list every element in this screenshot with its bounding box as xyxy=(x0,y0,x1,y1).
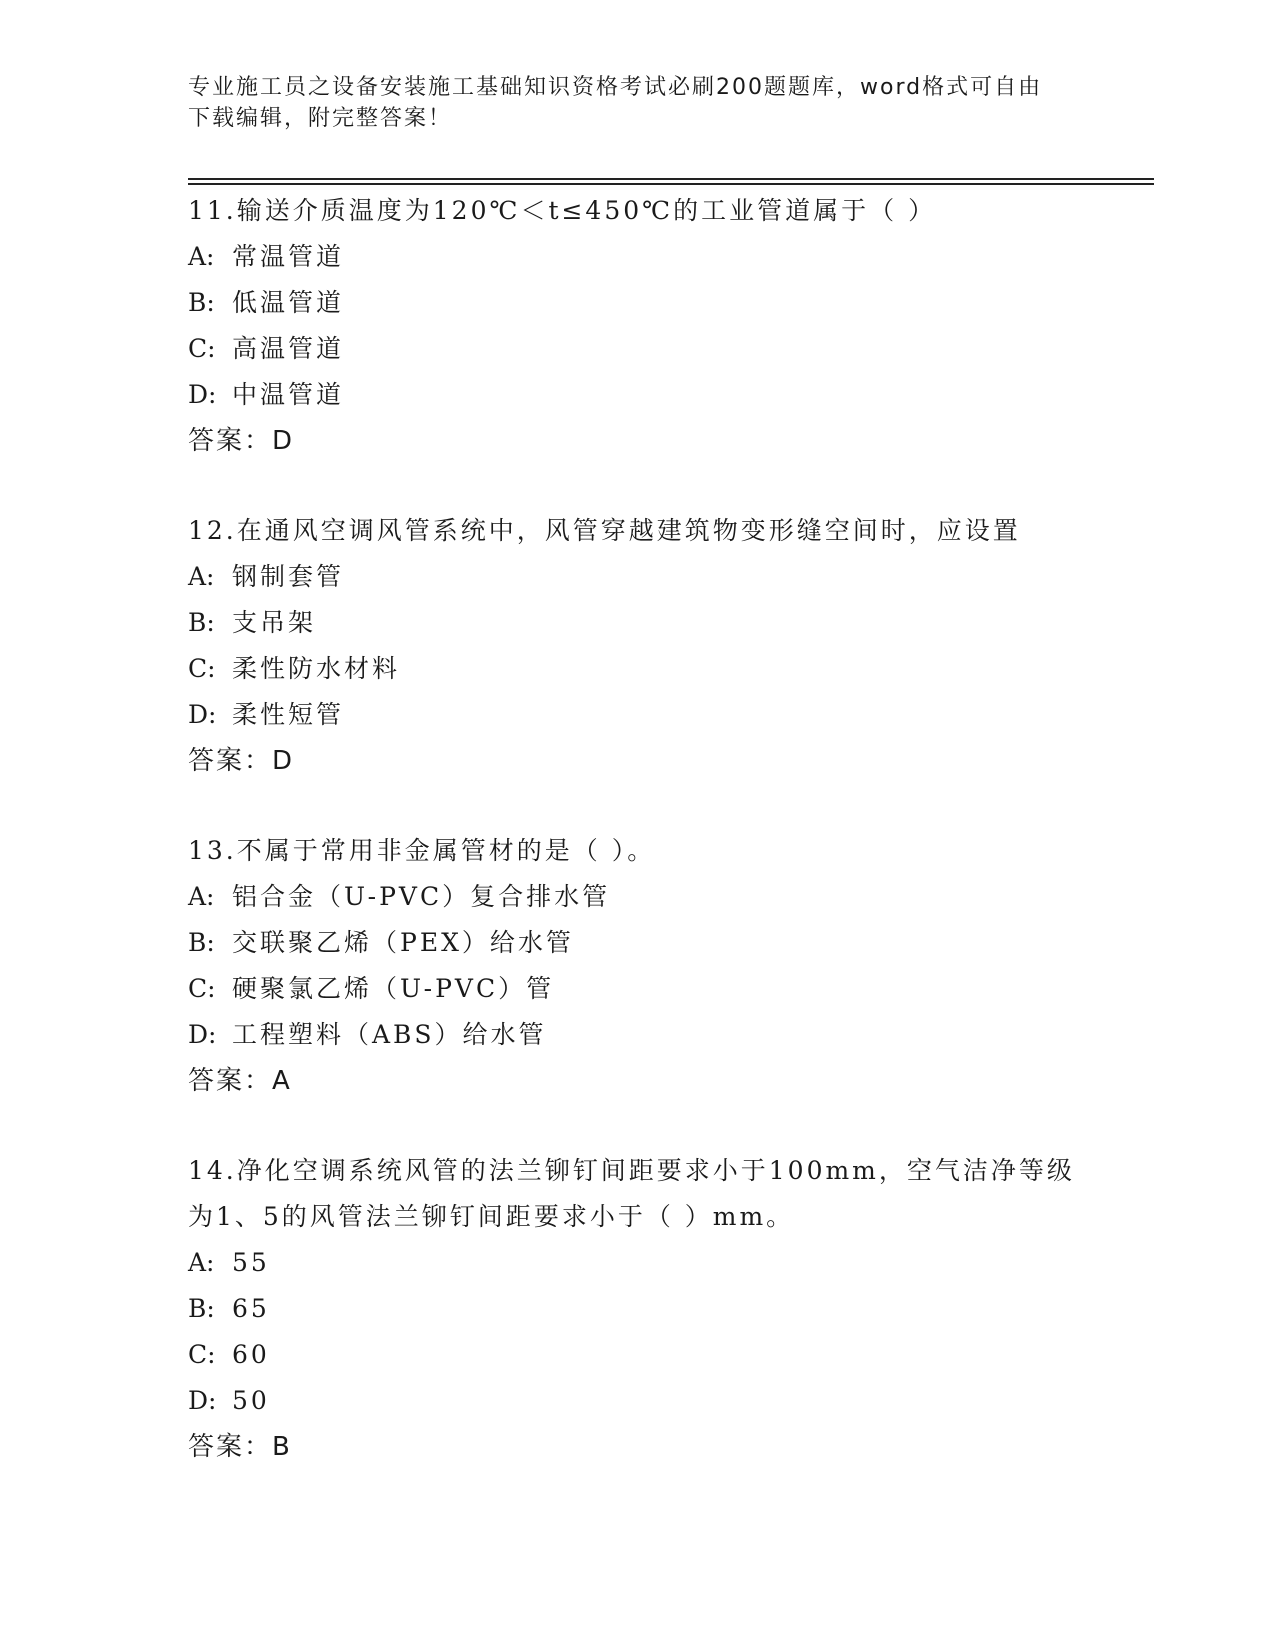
answer-label: 答案：D xyxy=(188,426,295,456)
option-d xyxy=(188,1378,1088,1424)
question-stem-line-1: 14.净化空调系统风管的法兰铆钉间距要求小于100mm，空气洁净等级 xyxy=(188,1156,1075,1185)
option-b xyxy=(188,280,1088,326)
option-text: 低温管道 xyxy=(232,288,345,317)
option-text: 65 xyxy=(232,1294,270,1323)
option-letter: A: xyxy=(188,242,215,271)
question-stem: 12.在通风空调风管系统中，风管穿越建筑物变形缝空间时，应设置 xyxy=(188,516,1021,545)
option-text: 50 xyxy=(232,1386,270,1415)
option-a xyxy=(188,1240,1088,1286)
question-12 xyxy=(188,508,1088,784)
header-line-1: 专业施工员之设备安装施工基础知识资格考试必刷200题题库，word格式可自由 xyxy=(188,75,1043,100)
option-a xyxy=(188,234,1088,280)
option-letter: A: xyxy=(188,882,215,911)
option-letter: B: xyxy=(188,928,215,957)
option-c xyxy=(188,966,1088,1012)
option-d xyxy=(188,372,1088,418)
option-text: 常温管道 xyxy=(232,242,345,271)
option-b xyxy=(188,600,1088,646)
document-header xyxy=(188,72,1068,134)
option-letter: C: xyxy=(188,974,216,1003)
option-d xyxy=(188,1012,1088,1058)
option-letter: C: xyxy=(188,654,216,683)
option-text: 柔性短管 xyxy=(232,700,345,729)
option-c xyxy=(188,326,1088,372)
answer-label: 答案：D xyxy=(188,746,295,776)
option-text: 55 xyxy=(232,1248,270,1277)
option-letter: B: xyxy=(188,608,215,637)
option-text: 钢制套管 xyxy=(232,562,345,591)
option-text: 高温管道 xyxy=(232,334,345,363)
question-stem: 13.不属于常用非金属管材的是（ ）。 xyxy=(188,836,656,865)
question-stem: 11.输送介质温度为120℃＜t≤450℃的工业管道属于（ ） xyxy=(188,196,937,225)
option-letter: D: xyxy=(188,380,217,409)
option-text: 铝合金（U-PVC）复合排水管 xyxy=(232,882,611,911)
option-letter: D: xyxy=(188,1020,217,1049)
option-text: 60 xyxy=(232,1340,270,1369)
option-text: 支吊架 xyxy=(232,608,317,637)
answer-label: 答案：A xyxy=(188,1066,292,1096)
option-letter: A: xyxy=(188,562,215,591)
option-letter: B: xyxy=(188,288,215,317)
option-letter: A: xyxy=(188,1248,215,1277)
header-line-2: 下载编辑，附完整答案！ xyxy=(188,106,453,131)
header-divider-top xyxy=(188,178,1154,180)
option-text: 工程塑料（ABS）给水管 xyxy=(232,1020,547,1049)
option-letter: D: xyxy=(188,700,217,729)
option-c xyxy=(188,646,1088,692)
question-stem-line-2: 为1、5的风管法兰铆钉间距要求小于（ ）mm。 xyxy=(188,1202,795,1231)
option-letter: C: xyxy=(188,334,216,363)
option-a xyxy=(188,554,1088,600)
option-letter: B: xyxy=(188,1294,215,1323)
option-text: 硬聚氯乙烯（U-PVC）管 xyxy=(232,974,555,1003)
question-11 xyxy=(188,188,1088,464)
option-letter: C: xyxy=(188,1340,216,1369)
option-text: 中温管道 xyxy=(232,380,345,409)
option-b xyxy=(188,920,1088,966)
option-text: 交联聚乙烯（PEX）给水管 xyxy=(232,928,574,957)
option-text: 柔性防水材料 xyxy=(232,654,401,683)
question-14 xyxy=(188,1148,1088,1470)
option-c xyxy=(188,1332,1088,1378)
answer-label: 答案：B xyxy=(188,1432,292,1462)
option-letter: D: xyxy=(188,1386,217,1415)
option-d xyxy=(188,692,1088,738)
option-b xyxy=(188,1286,1088,1332)
question-13 xyxy=(188,828,1088,1104)
option-a xyxy=(188,874,1088,920)
header-divider-bottom xyxy=(188,183,1154,185)
